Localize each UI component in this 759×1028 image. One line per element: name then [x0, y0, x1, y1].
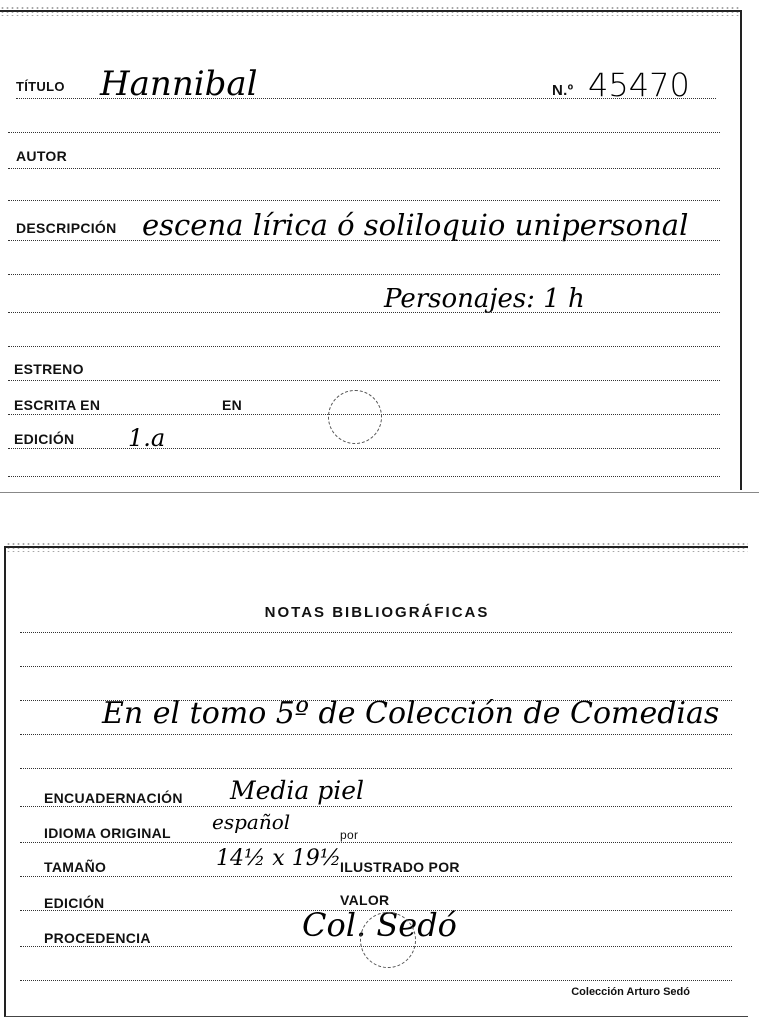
tamano-value: 14½ x 19½ — [216, 846, 342, 871]
numero-value: 45470 — [588, 66, 690, 104]
estreno-label: ESTRENO — [14, 361, 84, 377]
escrita-en-label: ESCRITA EN — [14, 397, 101, 413]
descripcion-value: escena lírica ó soliloquio unipersonal — [142, 208, 689, 242]
rule-line — [8, 200, 720, 201]
descripcion-label: DESCRIPCIÓN — [16, 220, 117, 236]
rule-line — [8, 168, 720, 169]
rule-line — [20, 806, 732, 807]
rule-line — [20, 980, 732, 981]
rule-line — [20, 946, 732, 947]
rule-line — [20, 666, 732, 667]
rule-line — [20, 768, 732, 769]
valor-label: VALOR — [340, 892, 390, 908]
rule-line — [8, 476, 720, 477]
notas-value: En el tomo 5º de Colección de Comedias — [102, 696, 720, 731]
por-label: por — [340, 828, 359, 842]
rule-line — [8, 346, 720, 347]
catalog-card-front — [0, 10, 742, 490]
rule-line — [8, 448, 720, 449]
collection-footer: Colección Arturo Sedó — [571, 986, 690, 998]
autor-label: AUTOR — [16, 148, 68, 164]
rule-line — [20, 734, 732, 735]
rule-line — [8, 312, 720, 313]
card-edge-texture — [0, 6, 740, 16]
card-edge-texture — [6, 542, 748, 552]
library-stamp — [328, 390, 382, 444]
numero-label: N.º — [552, 82, 574, 99]
encuadernacion-value: Media piel — [230, 776, 365, 805]
en-label: EN — [222, 397, 243, 413]
idioma-label: IDIOMA ORIGINAL — [44, 825, 171, 841]
edicion-label: EDICIÓN — [14, 431, 75, 447]
rule-line — [8, 240, 720, 241]
edicion-value: 1.a — [128, 424, 166, 452]
card-divider — [0, 492, 759, 493]
rule-line — [8, 274, 720, 275]
rule-line — [16, 98, 716, 99]
ilustrado-label: ILUSTRADO POR — [340, 859, 460, 875]
edicion-label: EDICIÓN — [44, 895, 105, 911]
rule-line — [20, 842, 732, 843]
procedencia-label: PROCEDENCIA — [44, 930, 151, 946]
procedencia-value: Col. Sedó — [302, 906, 457, 944]
notas-heading: NOTAS BIBLIOGRÁFICAS — [264, 604, 490, 621]
idioma-value: español — [212, 810, 291, 834]
rule-line — [8, 380, 720, 381]
rule-line — [8, 132, 720, 133]
library-stamp — [360, 912, 416, 968]
rule-line — [20, 876, 732, 877]
catalog-card-back — [4, 546, 748, 1017]
titulo-label: TÍTULO — [16, 79, 65, 94]
rule-line — [20, 632, 732, 633]
tamano-label: TAMAÑO — [44, 859, 107, 875]
titulo-value: Hannibal — [100, 64, 258, 104]
encuadernacion-label: ENCUADERNACIÓN — [44, 790, 183, 806]
rule-line — [20, 700, 732, 701]
personajes-value: Personajes: 1 h — [384, 284, 585, 314]
